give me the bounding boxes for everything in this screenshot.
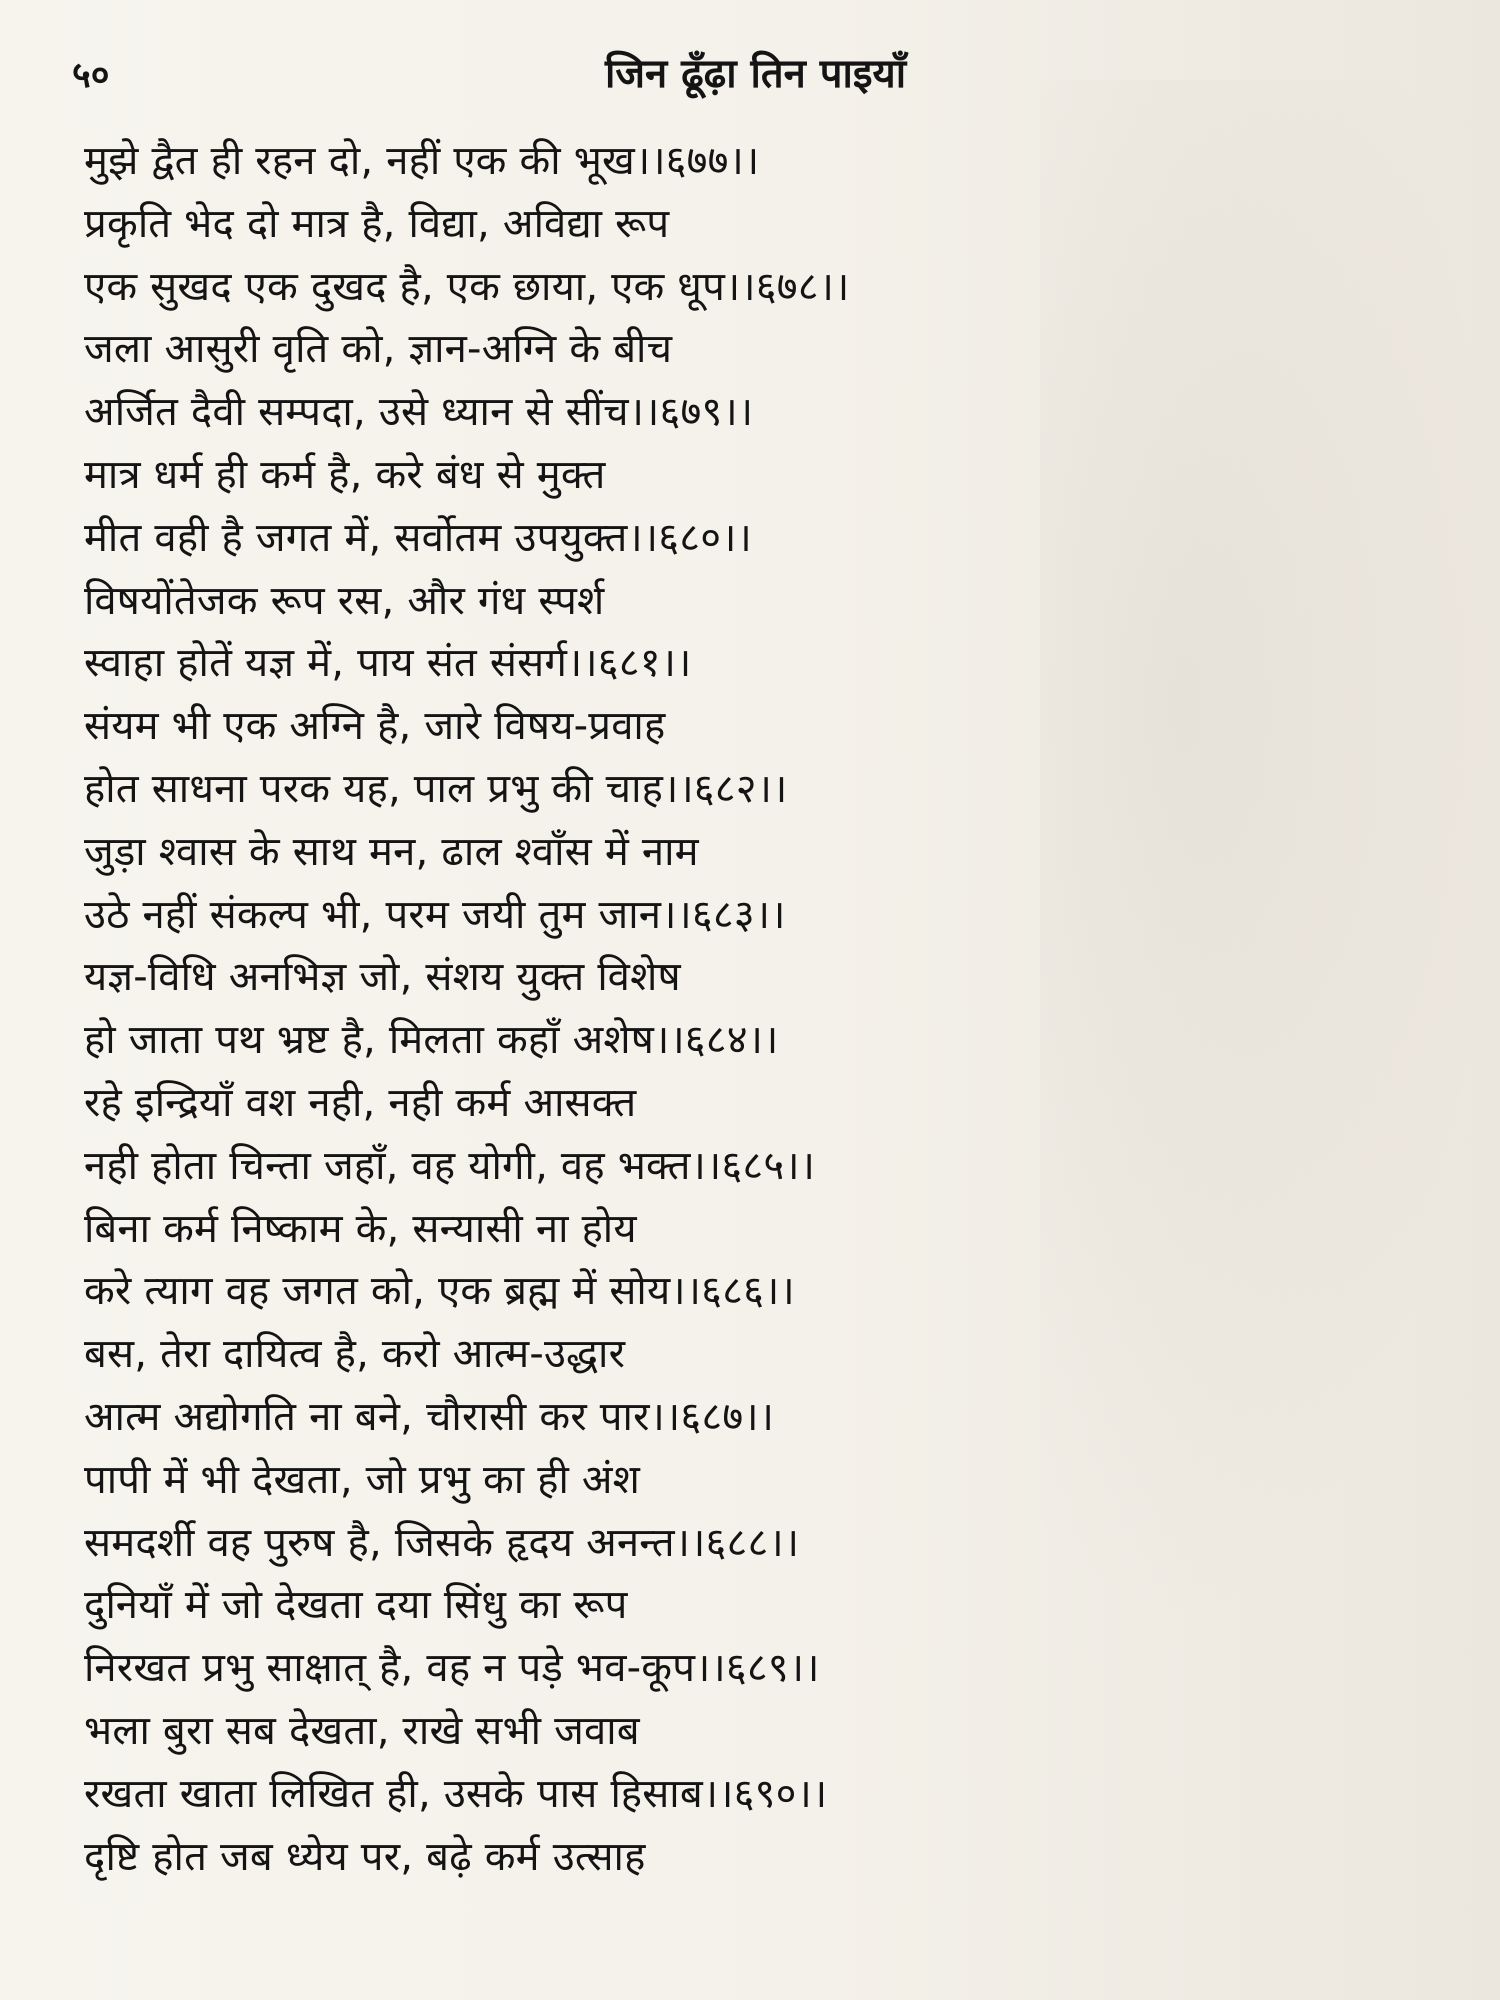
verse-line: उठे नहीं संकल्प भी, परम जयी तुम जान।।६८३।।: [84, 891, 786, 938]
verse-line: नही होता चिन्ता जहाँ, वह योगी, वह भक्त।।६८५।।: [84, 1142, 816, 1189]
verse-line: मीत वही है जगत में, सर्वोतम उपयुक्त।।६८०।।: [84, 514, 752, 561]
verse-line: करे त्याग वह जगत को, एक ब्रह्म में सोय।।६८६।।: [84, 1268, 795, 1315]
verse-line: पापी में भी देखता, जो प्रभु का ही अंश: [84, 1456, 641, 1503]
verse-line: निरखत प्रभु साक्षात् है, वह न पड़े भव-कूप।।६८९।।: [84, 1645, 820, 1692]
verse-line: दृष्टि होत जब ध्येय पर, बढ़े कर्म उत्साह: [84, 1833, 646, 1880]
verse-line: रखता खाता लिखित ही, उसके पास हिसाब।।६९०।।: [84, 1770, 828, 1817]
running-header: जिन ढूँढ़ा तिन पाइयाँ: [605, 51, 907, 97]
verse-line: समदर्शी वह पुरुष है, जिसके हृदय अनन्त।।६८८।।: [84, 1519, 800, 1566]
verse-line: होत साधना परक यह, पाल प्रभु की चाह।।६८२।।: [84, 765, 788, 812]
verse-line: बस, तेरा दायित्व है, करो आत्म-उद्धार: [84, 1331, 626, 1378]
verse-line: स्वाहा होतें यज्ञ में, पाय संत संसर्ग।।६८१।।: [84, 640, 692, 687]
verse-line: मात्र धर्म ही कर्म है, करे बंध से मुक्त: [84, 451, 606, 498]
verse-line: जला आसुरी वृति को, ज्ञान-अग्नि के बीच: [84, 326, 673, 373]
verse-line: विषयोंतेजक रूप रस, और गंध स्पर्श: [84, 577, 605, 624]
verse-line: अर्जित दैवी सम्पदा, उसे ध्यान से सींच।।६७९।।: [84, 389, 754, 436]
verse-line: एक सुखद एक दुखद है, एक छाया, एक धूप।।६७८।।: [84, 263, 850, 310]
verse-line: आत्म अद्योगति ना बने, चौरासी कर पार।।६८७।।: [84, 1393, 775, 1440]
verse-line: हो जाता पथ भ्रष्ट है, मिलता कहाँ अशेष।।६८४।।: [84, 1017, 779, 1064]
verse-line: संयम भी एक अग्नि है, जारे विषय-प्रवाह: [84, 703, 666, 750]
verse-line: मुझे द्वैत ही रहन दो, नहीं एक की भूख।।६७७।।: [84, 138, 760, 184]
verse-line: बिना कर्म निष्काम के, सन्यासी ना होय: [84, 1205, 637, 1252]
verse-block: [84, 130, 1464, 1888]
verse-line: यज्ञ-विधि अनभिज्ञ जो, संशय युक्त विशेष: [84, 954, 681, 1001]
verse-line: दुनियाँ में जो देखता दया सिंधु का रूप: [84, 1582, 628, 1629]
verse-line: जुड़ा श्वास के साथ मन, ढाल श्वाँस में नाम: [84, 828, 699, 875]
verse-line: भला बुरा सब देखता, राखे सभी जवाब: [84, 1707, 640, 1754]
verse-line: रहे इन्द्रियाँ वश नही, नही कर्म आसक्त: [84, 1079, 637, 1126]
verse-line: प्रकृति भेद दो मात्र है, विद्या, अविद्या रूप: [84, 200, 670, 247]
page-number: ५०: [72, 55, 110, 96]
